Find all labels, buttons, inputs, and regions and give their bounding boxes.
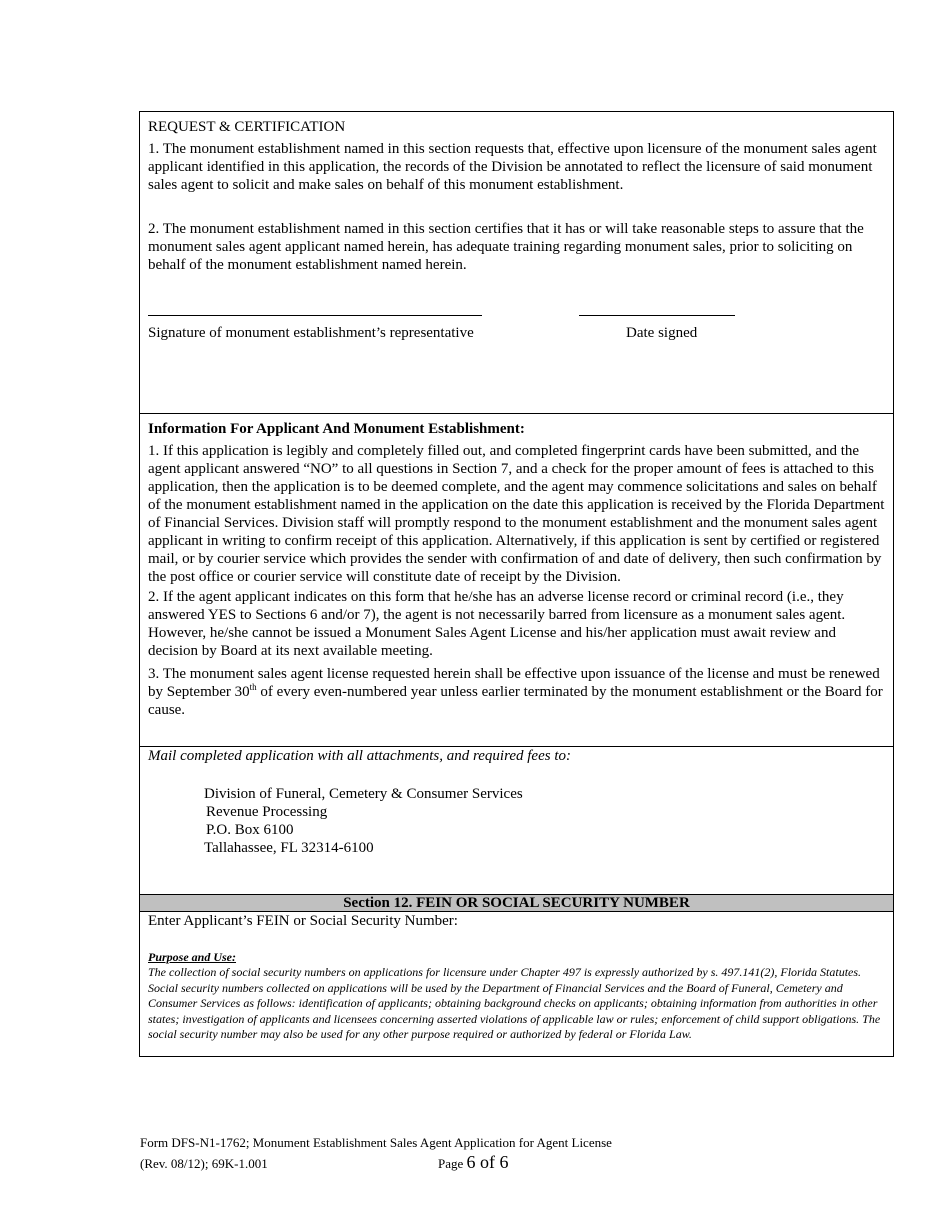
info-paragraph-2: 2. If the agent applicant indicates on this form that he/she has an adverse license record or criminal record (i.e., they answered YES to Sections 6 and/or 7), the agent is not necessarily barred from licensure as a monument sales agent. However, he/she cannot be issued a Monument Sales Agent License and his/her application must await review and decision by Board at its next available meeting. [148,589,846,659]
signature-line[interactable] [148,315,482,316]
signature-label: Signature of monument establishment’s representative [148,325,474,341]
request-heading: REQUEST & CERTIFICATION [148,119,346,135]
footer-form-id: Form DFS-N1-1762; Monument Establishment Sales Agent Application for Agent License [140,1135,612,1150]
info-heading: Information For Applicant And Monument Establishment: [148,421,525,437]
application-form [139,111,894,1057]
date-line[interactable] [579,315,735,316]
footer-revision: (Rev. 08/12); 69K-1.001 [140,1156,268,1171]
information-section [140,414,893,747]
address-line-1: Division of Funeral, Cemetery & Consumer Services [204,786,523,802]
date-signed-label: Date signed [626,325,698,341]
request-certification-section [140,112,893,414]
request-paragraph-1: 1. The monument establishment named in this section requests that, effective upon licensure of the monument sales agent applicant identified in this application, the records of the Division be annotated to reflect the licensure of said monument sales agent to solicit and make sales on behalf of this monument establishment. [148,141,877,193]
info-paragraph-3-end: of every even-numbered year unless earlier terminated by the monument establishment or the Board for cause. [148,684,883,718]
page-count: 6 of 6 [466,1152,509,1172]
info-paragraph-3-start: 3. The monument sales agent license requested herein shall be effective upon issuance of the license and must be renewed by September 30 [148,666,880,700]
info-paragraph-3 [148,665,885,719]
fein-prompt: Enter Applicant’s FEIN or Social Security Number: [148,913,458,929]
address-line-3: P.O. Box 6100 [206,822,294,838]
info-paragraph-1: 1. If this application is legibly and completely filled out, and completed fingerprint cards have been submitted, and the agent applicant answered “NO” to all questions in Section 7, and a check for the proper amount of fees is attached to this application, then the application is to be deemed complete, and the agent may commence solicitations and sales on behalf of the monument establishment named in the application on the date this application is received by the Florida Department of Financial Services. Division staff will promptly respond to the monument establishment and the monument sales agent applicant in writing to confirm receipt of this application. Alternatively, if this application is sent by certified or registered mail, or by courier service which provides the sender with confirmation of and date of delivery, then such confirmation by the post office or courier service will constitute date of receipt by the Division. [148,443,885,585]
address-line-2: Revenue Processing [206,804,328,820]
ordinal-suffix: th [249,682,257,692]
footer-page-number [438,1151,509,1175]
request-paragraph-2: 2. The monument establishment named in this section certifies that it has or will take reasonable steps to assure that the monument sales agent applicant named herein, has adequate training regarding monument sales, prior to soliciting on behalf of the monument establishment named herein. [148,221,864,273]
page-label: Page [438,1156,467,1171]
purpose-title: Purpose and Use: [148,950,237,964]
purpose-body: The collection of social security numbers on applications for licensure under Chapter 497 is expressly authorized by s. 497.141(2), Florida Statutes. Social security numbers collected on applications will be used by the Department of Financial Services and the Board of Funeral, Cemetery and Consumer Services as follows: identification of applicants; obtaining background checks on applicants; obtaining information from authorities in other states; investigation of applicants and licensees concerning asserted violations of applicable law or rules; enforcement of child support obligations. The social security number may also be used for any other purpose required or authorized by federal or Florida Law. [148,965,881,1041]
mail-instruction: Mail completed application with all attachments, and required fees to: [148,748,571,764]
mailing-section [140,747,893,894]
fein-section [140,912,893,1058]
section-12-header: Section 12. FEIN OR SOCIAL SECURITY NUMBER [140,894,893,912]
address-line-4: Tallahassee, FL 32314-6100 [204,840,374,856]
